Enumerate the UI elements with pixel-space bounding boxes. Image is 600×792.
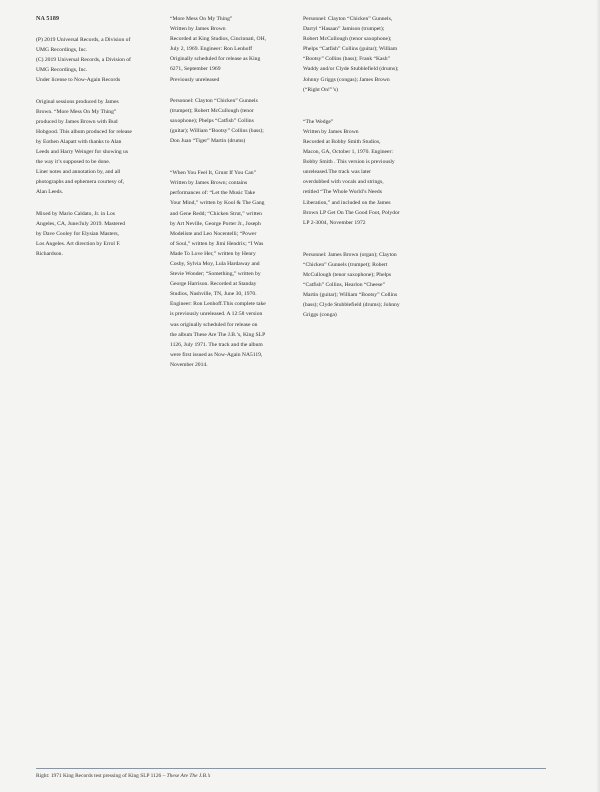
column-1 [36, 14, 158, 259]
catalog-number: NA 5189 [36, 16, 60, 22]
footer-divider [36, 768, 546, 769]
caption-album-title: These Are The J.B.’s [166, 773, 211, 779]
column-2 [170, 14, 292, 370]
personnel-track-2: Personnel: Clayton “Chicken” Gunnels, Darryl “Hasaan” Jamison (trumpet); Robert McCullough (tenor saxophone); Phelps “Catfish” Collins (guitar); William “Bootsy” Collins (bass); Frank “Kash” Waddy and/or Clyde Stubblefield (drums); Johnny Griggs (congas); James Brown (“Right On!”’s) [303, 16, 399, 93]
caption-text: Right: 1971 King Records test pressing of King SLP 1126 – [36, 773, 166, 779]
track-more-mess-on-my-thing: “More Mess On My Thing” Written by James Brown Recorded at King Studios, Cincinnati, OH, July 2, 1969. Engineer: Ron Lenhoff Originally scheduled for release as King 6271, September 1969 Previously unreleased [170, 16, 267, 83]
track-the-wedge: “The Wedge” Written by James Brown Recorded at Bobby Smith Studios, Macon, GA, October 1, 1970. Engineer: Bobby Smith . This version is previously unreleased.The track was later overdubbed with vocals and strings, retitled “The Whole World’s Needs Liberation,” and included on the James Brown LP Get On The Good Foot, Polydor LP 2-3004, November 1972 [303, 118, 400, 226]
mixing-credits: Mixed by Mario Caldato, Jr. in Los Angeles, CA, June/July 2019. Mastered by Dave Cooley for Elysian Masters, Los Angeles. Art direction by Errol F. Richardson. [36, 210, 126, 257]
personnel-track-1: Personnel: Clayton “Chicken” Gunnels (trumpet); Robert McCullough (tenor saxophone); Phelps “Catfish” Collins (guitar); William “Bootsy” Collins (bass); Don Juan “Tiger” Martin (drums) [170, 97, 264, 145]
personnel-track-3: Personnel: James Brown (organ); Clayton “Chicken” Gunnels (trumpet); Robert McCullough (tenor saxophone); Phelps “Catfish” Collins, Hearlon “Cheese” Martin (guitar); William “Bootsy” Collins (bass); Clyde Stubblefield (drums); Johnny Griggs (conga) [303, 251, 400, 319]
production-credits: Original sessions produced by James Brown. “More Mess On My Thing” produced by James Brown with Bud Hobgood. This album produced for release by Eothen Alapatt with thanks to Alan Leeds and Harry Weinger for showing us the way it’s supposed to be done. Liner notes and annotation by, and all photographs and ephemera courtesy of, Alan Leeds. [36, 98, 132, 196]
photo-caption [36, 772, 210, 780]
track-when-you-feel-it: “When You Feel It, Grunt If You Can” Written by James Brown; contains performances of: “Let the Music Take Your Mind,” written by Kool & The Gang and Gene Redd; “Chicken Strut,” written by Art Neville, George Porter Jr., Joseph Modeliste and Leo Nocentelli; “Power of Soul,” written by Jimi Hendrix; “I Was Made To Love Her,” written by Henry Cosby, Sylvia Moy, Lula Hardaway and Stevie Wonder; “Something,” written by George Harrison. Recorded at Standay Studios, Nashville, TN, June 30, 1970. Engineer: Ron Lenhoff.This complete take is previously unreleased. A 12:58 version was originally scheduled for release on the album These Are The J.B.’s, King SLP 1126, July 1971. The track and the album were first issued as Now-Again NA5119, November 2014. [170, 170, 266, 368]
copyright-block: (P) 2019 Universal Records, a Division of UMG Recordings, Inc. (C) 2019 Universal Records, a Division of UMG Recordings, Inc. Under license to Now-Again Records [36, 37, 131, 84]
page-edge-shadow [596, 0, 600, 792]
column-3 [303, 14, 425, 320]
